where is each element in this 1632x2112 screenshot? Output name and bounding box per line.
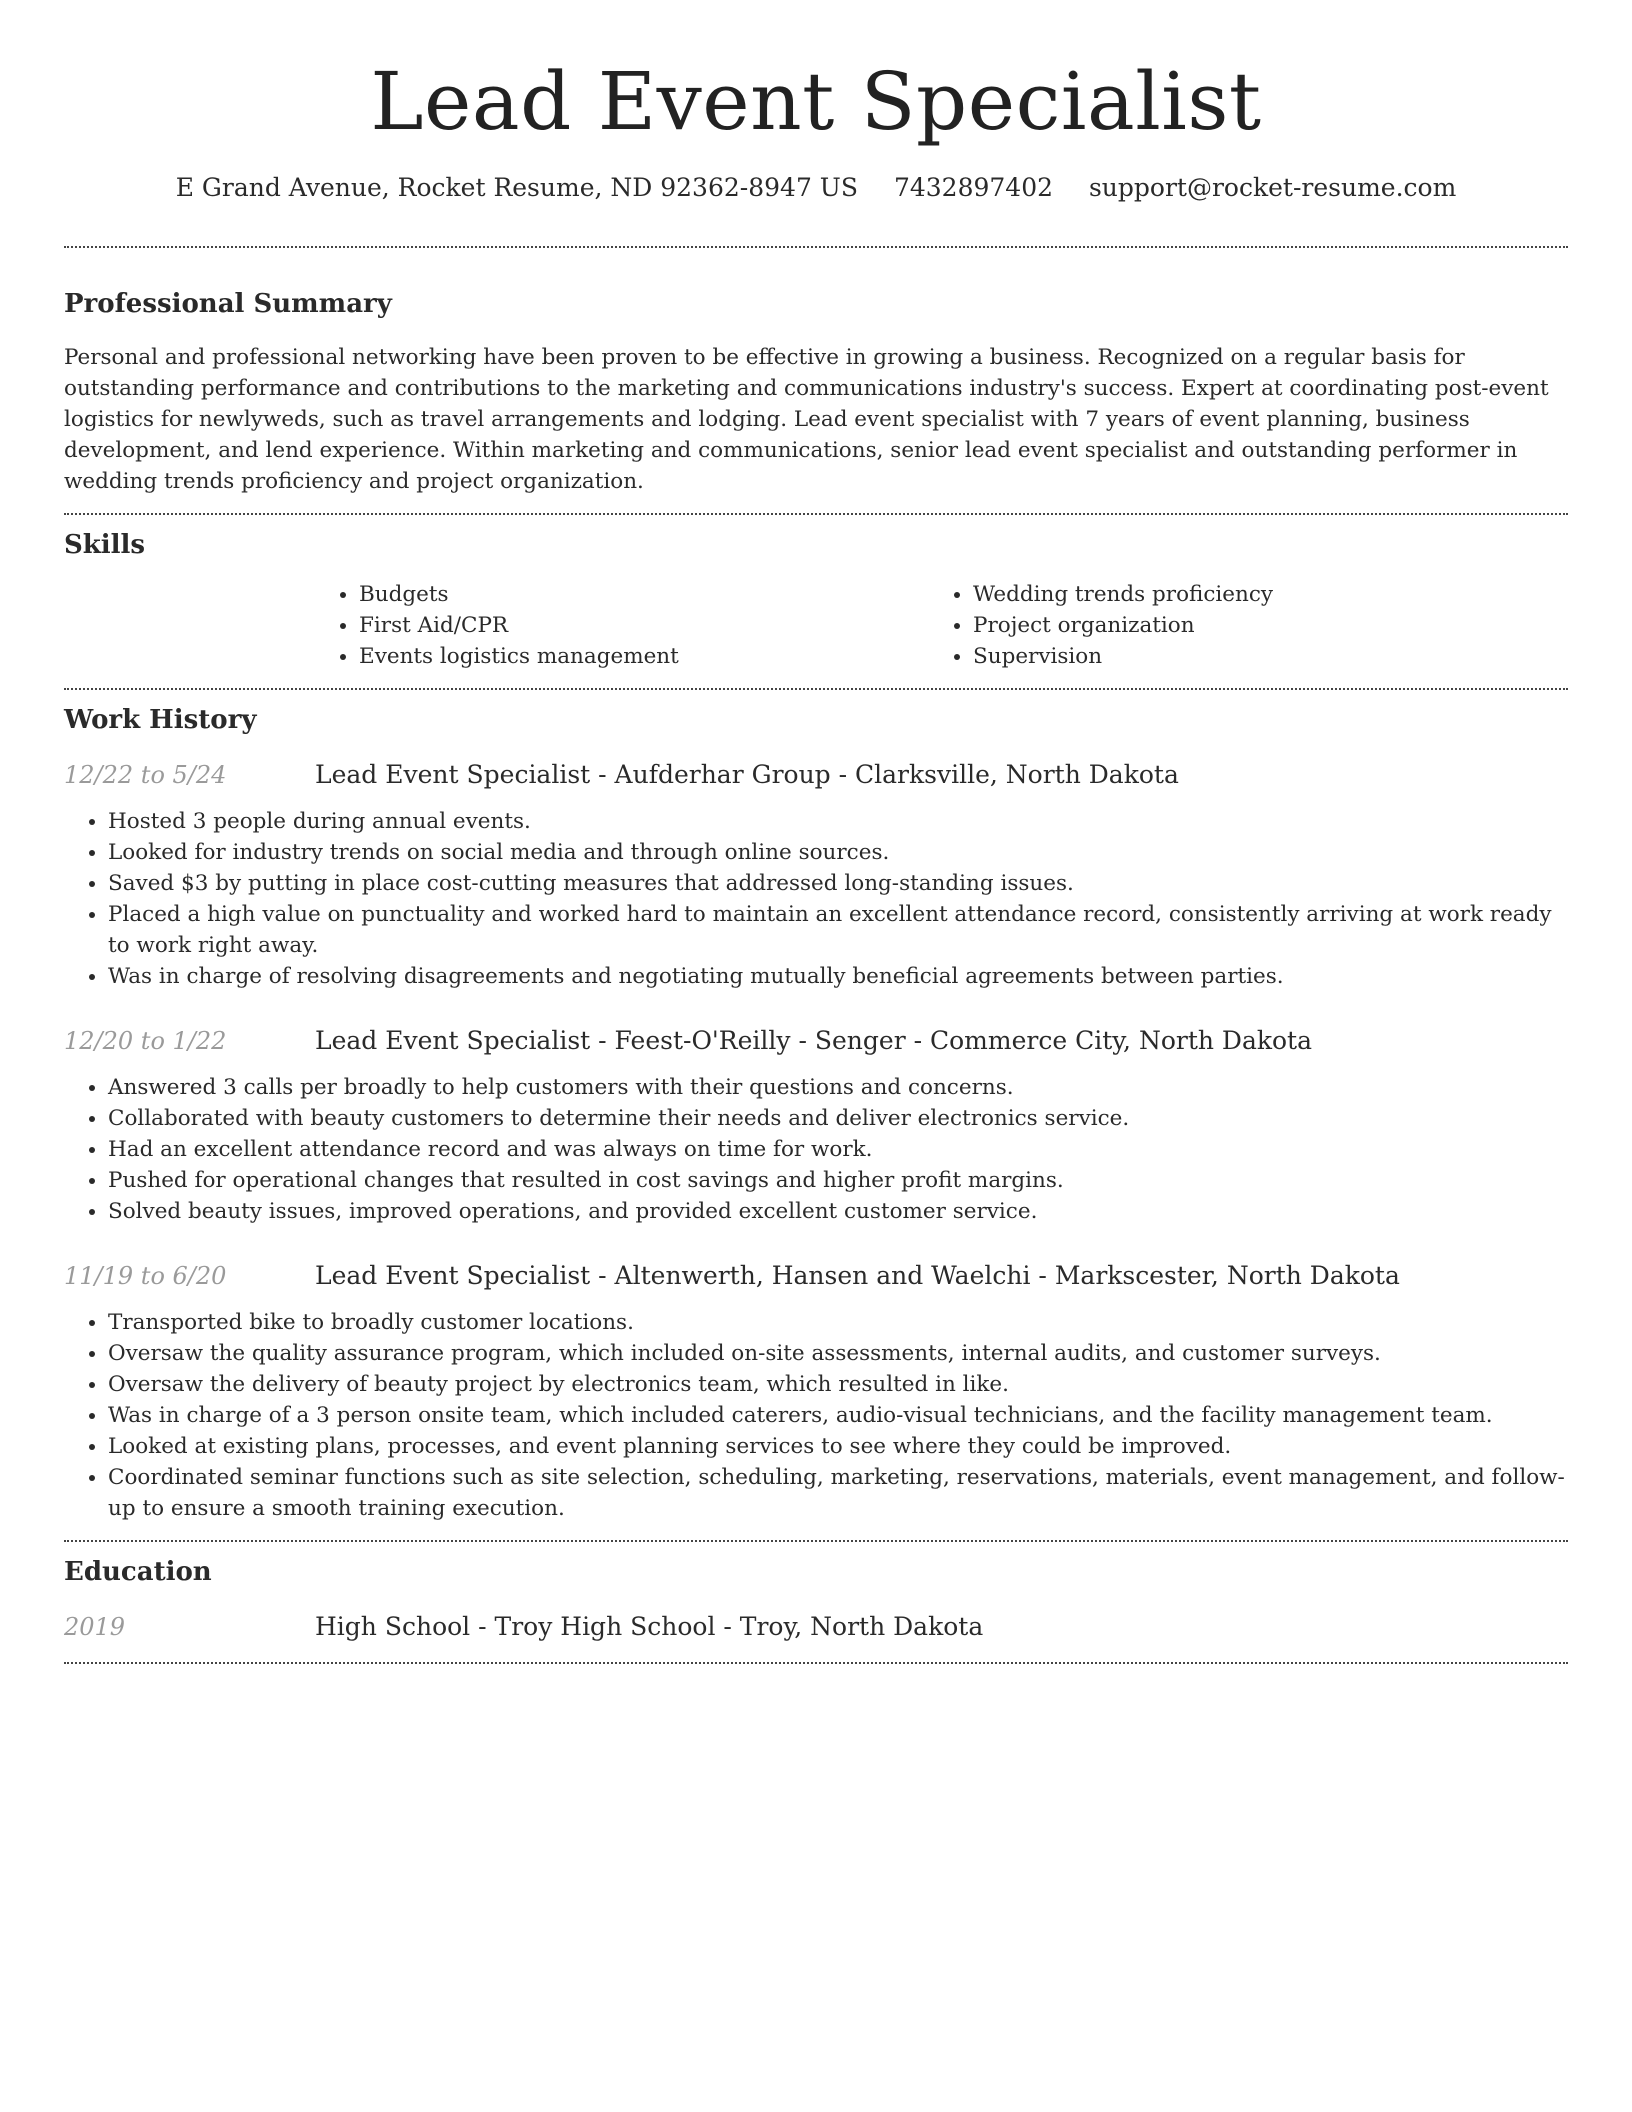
education-entry	[64, 1610, 1568, 1644]
job-bullets	[64, 806, 1568, 992]
job-bullet: • Oversaw the delivery of beauty project by electronics team, which resulted in like.	[108, 1369, 1568, 1400]
job-bullet: • Collaborated with beauty customers to determine their needs and deliver electronics service.	[108, 1103, 1568, 1134]
job-bullet: • Pushed for operational changes that resulted in cost savings and higher profit margins.	[108, 1165, 1568, 1196]
job-bullet: • Saved $3 by putting in place cost-cutting measures that addressed long-standing issues.	[108, 868, 1568, 899]
divider	[64, 246, 1568, 248]
job-header	[64, 1259, 1568, 1293]
section-title-work: Work History	[64, 705, 257, 735]
skill-item: • Supervision	[973, 641, 1543, 672]
summary-text: Personal and professional networking have been proven to be effective in growing a business. Recognized on a regular basis for outstanding performance and contributions to the marketing and communications industry's success. Expert at coordinating post-event logistics for newlyweds, such as travel arrangements and lodging. Lead event specialist with 7 years of event planning, business development, and lend experience. Within marketing and communications, senior lead event specialist and outstanding performer in wedding trends proficiency and project organization.	[64, 345, 1549, 494]
skill-item: • Events logistics management	[359, 641, 929, 672]
job-date: 12/22 to 5/24	[64, 761, 227, 789]
candidate-name: Lead Event Specialist	[370, 55, 1262, 148]
job-bullet: • Had an excellent attendance record and was always on time for work.	[108, 1134, 1568, 1165]
contact-address: E Grand Avenue, Rocket Resume, ND 92362-8947 US	[175, 173, 858, 202]
job-header	[64, 758, 1568, 792]
job-date: 12/20 to 1/22	[64, 1027, 227, 1055]
skills-column-2	[929, 579, 1543, 672]
job-title: Lead Event Specialist - Aufderhar Group - Clarksville, North Dakota	[315, 760, 1179, 789]
resume-page	[64, 0, 1568, 1664]
job-bullet: • Transported bike to broadly customer locations.	[108, 1307, 1568, 1338]
job-bullet: • Placed a high value on punctuality and worked hard to maintain an excellent attendance record, consistently arriving at work ready to work right away.	[108, 899, 1568, 961]
section-title-education: Education	[64, 1557, 212, 1587]
skill-item: • Budgets	[359, 579, 929, 610]
job-entry	[64, 1024, 1568, 1227]
skill-item: • Project organization	[973, 610, 1543, 641]
divider	[64, 1662, 1568, 1664]
job-bullet: • Looked for industry trends on social media and through online sources.	[108, 837, 1568, 868]
job-title: Lead Event Specialist - Feest-O'Reilly - Senger - Commerce City, North Dakota	[315, 1026, 1313, 1055]
job-bullet: • Coordinated seminar functions such as site selection, scheduling, marketing, reservations, materials, event management, and follow-up to ensure a smooth training execution.	[108, 1462, 1568, 1524]
education-date: 2019	[64, 1613, 126, 1641]
job-bullets	[64, 1307, 1568, 1524]
job-bullets	[64, 1072, 1568, 1227]
job-bullet: • Was in charge of resolving disagreements and negotiating mutually beneficial agreements between parties.	[108, 961, 1568, 992]
education-degree: High School - Troy High School - Troy, North Dakota	[315, 1612, 984, 1641]
contact-line	[64, 170, 1568, 206]
section-title-skills: Skills	[64, 530, 146, 560]
divider	[64, 688, 1568, 690]
job-bullet: • Oversaw the quality assurance program, which included on-site assessments, internal audits, and customer surveys.	[108, 1338, 1568, 1369]
job-bullet: • Looked at existing plans, processes, and event planning services to see where they could be improved.	[108, 1431, 1568, 1462]
contact-phone: 7432897402	[893, 173, 1054, 202]
job-date: 11/19 to 6/20	[64, 1262, 227, 1290]
divider	[64, 513, 1568, 515]
skill-item: • First Aid/CPR	[359, 610, 929, 641]
job-bullet: • Was in charge of a 3 person onsite team, which included caterers, audio-visual technicians, and the facility management team.	[108, 1400, 1568, 1431]
job-entry	[64, 758, 1568, 992]
divider	[64, 1540, 1568, 1542]
contact-email: support@rocket-resume.com	[1088, 173, 1457, 202]
section-title-summary: Professional Summary	[64, 289, 392, 319]
job-bullet: • Answered 3 calls per broadly to help customers with their questions and concerns.	[108, 1072, 1568, 1103]
skill-item: • Wedding trends proficiency	[973, 579, 1543, 610]
job-entry	[64, 1259, 1568, 1524]
job-title: Lead Event Specialist - Altenwerth, Hansen and Waelchi - Markscester, North Dakota	[315, 1261, 1400, 1290]
job-header	[64, 1024, 1568, 1058]
job-bullet: • Hosted 3 people during annual events.	[108, 806, 1568, 837]
job-bullet: • Solved beauty issues, improved operations, and provided excellent customer service.	[108, 1196, 1568, 1227]
skills-list	[315, 579, 1568, 672]
skills-column-1	[315, 579, 929, 672]
